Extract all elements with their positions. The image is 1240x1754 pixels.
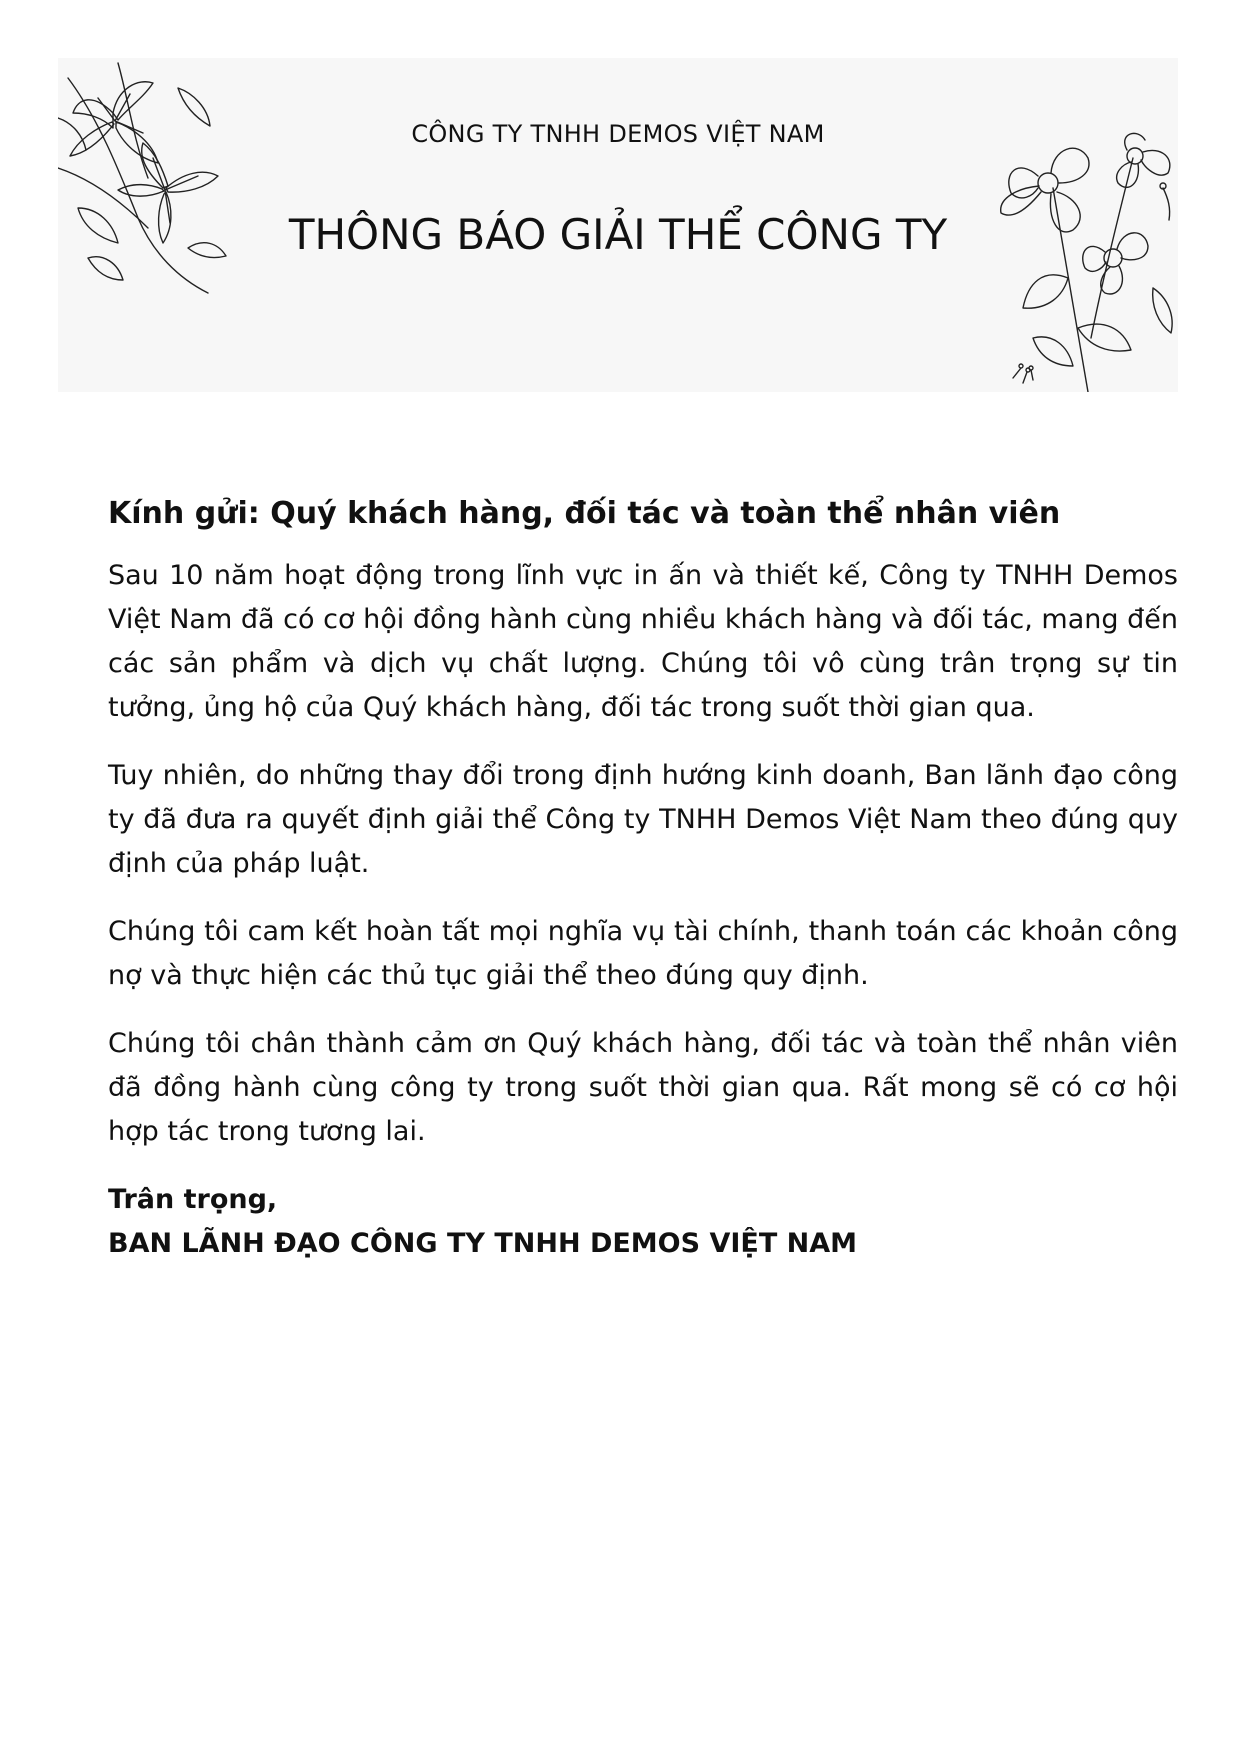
paragraph-1: Sau 10 năm hoạt động trong lĩnh vực in ấn và thiết kế, Công ty TNHH Demos Việt Nam đã có cơ hội đồng hành cùng nhiều khách hàng và đối tác, mang đến các sản phẩm và dịch vụ chất lượng. Chúng tôi vô cùng trân trọng sự tin tưởng, ủng hộ của Quý khách hàng, đối tác trong suốt thời gian qua. [108,560,1178,723]
lily-floral-icon [58,58,228,298]
paragraph-3: Chúng tôi cam kết hoàn tất mọi nghĩa vụ tài chính, thanh toán các khoản công nợ và thực hiện các thủ tục giải thể theo đúng quy định. [108,916,1178,991]
company-name: CÔNG TY TNHH DEMOS VIỆT NAM [411,120,825,148]
document-title: THÔNG BÁO GIẢI THỂ CÔNG TY [288,210,948,259]
closing-line: Trân trọng, [108,1184,278,1215]
letter-body [108,492,1178,1266]
paragraph-2: Tuy nhiên, do những thay đổi trong định hướng kinh doanh, Ban lãnh đạo công ty đã đưa ra quyết định giải thể Công ty TNHH Demos Việt Nam theo đúng quy định của pháp luật. [108,760,1178,879]
poppy-floral-icon [993,128,1178,392]
salutation: Kính gửi: Quý khách hàng, đối tác và toàn thể nhân viên [108,496,1061,531]
header-banner [58,58,1178,392]
signature: BAN LÃNH ĐẠO CÔNG TY TNHH DEMOS VIỆT NAM [108,1228,858,1259]
paragraph-4: Chúng tôi chân thành cảm ơn Quý khách hàng, đối tác và toàn thể nhân viên đã đồng hành cùng công ty trong suốt thời gian qua. Rất mong sẽ có cơ hội hợp tác trong tương lai. [108,1028,1178,1147]
